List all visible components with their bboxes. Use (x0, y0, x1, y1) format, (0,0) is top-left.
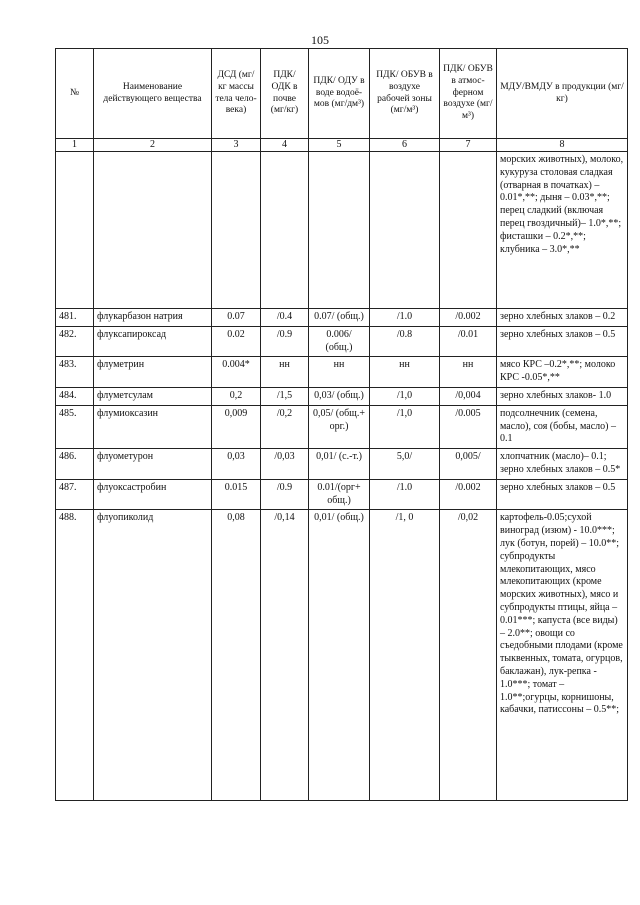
dsd-value: 0,08 (212, 510, 261, 801)
substance-name: флуопиколид (94, 510, 212, 801)
soil-value: /0.9 (261, 479, 309, 510)
table-row (56, 326, 628, 357)
row-number: 487. (56, 479, 94, 510)
products-value: зерно хлебных злаков – 0.2 (497, 309, 628, 327)
dsd-value: 0.004* (212, 357, 261, 388)
work-air-value: /1,0 (370, 387, 440, 405)
work-air-value: 5,0/ (370, 449, 440, 480)
substance-name: флуоксастробин (94, 479, 212, 510)
column-number: 8 (497, 139, 628, 152)
column-number: 3 (212, 139, 261, 152)
dsd-value: 0.07 (212, 309, 261, 327)
table-row (56, 357, 628, 388)
soil-value: /0,14 (261, 510, 309, 801)
continuation-products: морских животных), молоко, кукуруза столовая сладкая (отварная в початках) – 0.01*,**; дыня – 0.03*,**; перец сладкий (включая перец гвоздичный)– 1.0*,**; фисташки – 0.2*,**; клубника – 3.0*,** (497, 152, 628, 309)
column-number: 7 (440, 139, 497, 152)
substance-name: флуметрин (94, 357, 212, 388)
table-row (56, 309, 628, 327)
row-number: 482. (56, 326, 94, 357)
substance-name: флуметсулам (94, 387, 212, 405)
work-air-value: /1, 0 (370, 510, 440, 801)
water-value: 0.006/ (общ.) (309, 326, 370, 357)
header-num: № (56, 49, 94, 139)
column-number: 5 (309, 139, 370, 152)
row-number: 483. (56, 357, 94, 388)
substance-name: флумиоксазин (94, 405, 212, 448)
table-row (56, 510, 628, 801)
dsd-value: 0.02 (212, 326, 261, 357)
products-value: картофель-0.05;сухой виноград (изюм) - 10.0***; лук (ботун, порей) – 10.0**; субпродукты млекопитающих, мясо млекопитающих (кроме морских животных), мясо и субпродукты птицы, яйца – 0.01***; капуста (все виды) – 2.0**; овощи со съедобными плодами (кроме тыквенных, томата, огурцов, баклажан), лук-репка - 1.0***; томат – 1.0**;огурцы, корнишоны, кабачки, патиссоны – 0.5**; (497, 510, 628, 801)
soil-value: /1,5 (261, 387, 309, 405)
work-air-value: /0.8 (370, 326, 440, 357)
header-atm-air: ПДК/ ОБУВ в атмос-ферном воздухе (мг/м³) (440, 49, 497, 139)
work-air-value: /1,0 (370, 405, 440, 448)
atm-air-value: /0.002 (440, 479, 497, 510)
table-row (56, 405, 628, 448)
row-number: 485. (56, 405, 94, 448)
water-value: 0,01/ (с.-т.) (309, 449, 370, 480)
column-number: 2 (94, 139, 212, 152)
substance-name: флуометурон (94, 449, 212, 480)
dsd-value: 0,009 (212, 405, 261, 448)
column-number: 6 (370, 139, 440, 152)
soil-value: /0.9 (261, 326, 309, 357)
row-number: 481. (56, 309, 94, 327)
water-value: 0.01/(орг+ общ.) (309, 479, 370, 510)
products-value: зерно хлебных злаков- 1.0 (497, 387, 628, 405)
table-row (56, 449, 628, 480)
header-name: Наименование действующего вещества (94, 49, 212, 139)
work-air-value: нн (370, 357, 440, 388)
continuation-row (56, 152, 628, 309)
water-value: 0,05/ (общ.+ орг.) (309, 405, 370, 448)
header-work-air: ПДК/ ОБУВ в воздухе рабочей зоны (мг/м³) (370, 49, 440, 139)
products-value: зерно хлебных злаков – 0.5 (497, 479, 628, 510)
column-number: 1 (56, 139, 94, 152)
dsd-value: 0,2 (212, 387, 261, 405)
column-number: 4 (261, 139, 309, 152)
water-value: 0,03/ (общ.) (309, 387, 370, 405)
water-value: 0,01/ (общ.) (309, 510, 370, 801)
row-number: 486. (56, 449, 94, 480)
products-value: мясо КРС –0.2*,**; молоко КРС -0.05*,** (497, 357, 628, 388)
work-air-value: /1.0 (370, 309, 440, 327)
work-air-value: /1.0 (370, 479, 440, 510)
atm-air-value: 0,005/ (440, 449, 497, 480)
table-row (56, 479, 628, 510)
row-number: 488. (56, 510, 94, 801)
atm-air-value: /0,02 (440, 510, 497, 801)
products-value: хлопчатник (масло)– 0.1; зерно хлебных злаков – 0.5* (497, 449, 628, 480)
atm-air-value: /0.005 (440, 405, 497, 448)
page-number: 105 (311, 33, 329, 47)
table-row (56, 387, 628, 405)
atm-air-value: нн (440, 357, 497, 388)
water-value: нн (309, 357, 370, 388)
soil-value: /0,2 (261, 405, 309, 448)
soil-value: /0,03 (261, 449, 309, 480)
soil-value: /0.4 (261, 309, 309, 327)
atm-air-value: /0,004 (440, 387, 497, 405)
header-soil: ПДК/ ОДК в почве (мг/кг) (261, 49, 309, 139)
products-value: зерно хлебных злаков – 0.5 (497, 326, 628, 357)
header-products: МДУ/ВМДУ в продукции (мг/кг) (497, 49, 628, 139)
products-value: подсолнечник (семена, масло), соя (бобы, масло) – 0.1 (497, 405, 628, 448)
substance-name: флуксапироксад (94, 326, 212, 357)
soil-value: нн (261, 357, 309, 388)
row-number: 484. (56, 387, 94, 405)
header-dsd: ДСД (мг/кг массы тела чело-века) (212, 49, 261, 139)
substance-name: флукарбазон натрия (94, 309, 212, 327)
substances-table (55, 48, 628, 801)
atm-air-value: /0.01 (440, 326, 497, 357)
header-row (56, 49, 628, 139)
dsd-value: 0,03 (212, 449, 261, 480)
header-water: ПДК/ ОДУ в воде водоё-мов (мг/дм³) (309, 49, 370, 139)
atm-air-value: /0.002 (440, 309, 497, 327)
dsd-value: 0.015 (212, 479, 261, 510)
water-value: 0.07/ (общ.) (309, 309, 370, 327)
column-number-row (56, 139, 628, 152)
